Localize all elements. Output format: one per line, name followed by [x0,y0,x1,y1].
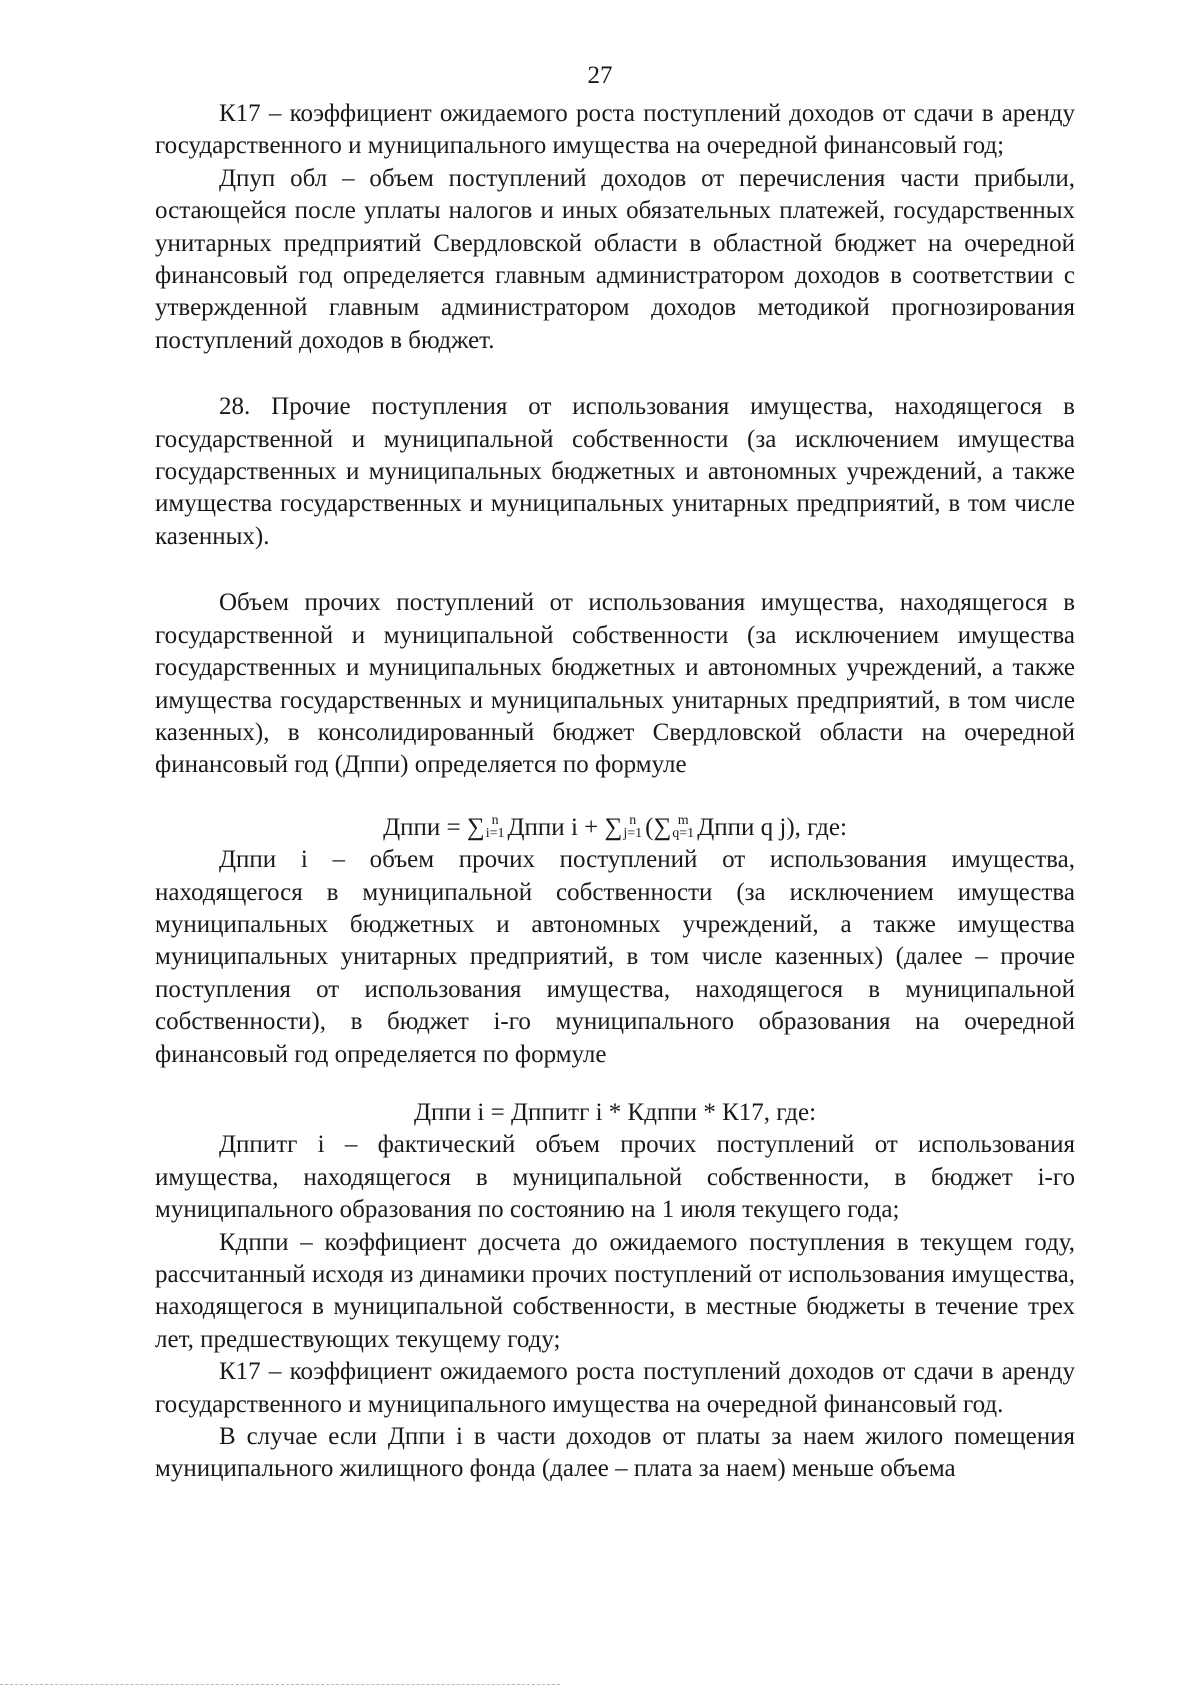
sum-limits-i [486,814,505,840]
paragraph-dppitg-definition: Дппитг i – фактический объем прочих поступлений от использования имущества, находящегося в муниципальной собственности, в бюджет i-го муниципального образования по состоянию на 1 июля текущего года; [155,1131,1075,1224]
paragraph-kdppi-definition: Кдппи – коэффициент досчета до ожидаемого поступления в текущем году, рассчитанный исходя из динамики прочих поступлений от использования имущества, находящегося в муниципальной собственности, в местные бюджеты в течение трех лет, предшествующих текущему году; [155,1228,1075,1353]
sum-limits-j [623,814,642,840]
document-body [155,98,1075,1486]
paragraph-dppi-volume: Объем прочих поступлений от использования имущества, находящегося в государственной и муниципальной собственности (за исключением имущества государственных и муниципальных бюджетных и автономных учреждений, а также имущества государственных и муниципальных унитарных предприятий, в том числе казенных), в консолидированный бюджет Свердловской области на очередной финансовый год (Дппи) определяется по формуле [155,589,1075,779]
sum-symbol-j: ∑ [604,813,623,841]
sum-lower-q: q=1 [672,825,695,841]
paragraph-dppi-i-definition: Дппи i – объем прочих поступлений от использования имущества, находящегося в муниципальной собственности (за исключением имущества муниципальных бюджетных и автономных учреждений, а также имущества муниципальных унитарных предприятий, в том числе казенных) (далее – прочие поступления от использования имущества, находящегося в муниципальной собственности), в бюджет i-го муниципального образования на очередной финансовый год определяется по формуле [155,846,1075,1068]
sum-lower-j: j=1 [623,825,643,841]
sum-symbol-i: ∑ [466,813,485,841]
formula-lhs: Дппи = [383,813,467,841]
paragraph-k17-definition: К17 – коэффициент ожидаемого роста поступлений доходов от сдачи в аренду государственного и муниципального имущества на очередной финансовый год; [155,100,1075,160]
formula-term-1: Дппи i + [507,813,605,841]
sum-limits-q [672,814,694,840]
page-number: 27 [587,62,613,89]
paragraph-k17-definition-2: К17 – коэффициент ожидаемого роста поступлений доходов от сдачи в аренду государственного и муниципального имущества на очередной финансовый год. [155,1358,1075,1418]
sum-lower-i: i=1 [485,825,505,841]
paragraph-rent-case: В случае если Дппи i в части доходов от платы за наем жилого помещения муниципального жилищного фонда (далее – плата за наем) меньше объема [155,1423,1075,1483]
paragraph-dpup-definition: Дпуп обл – объем поступлений доходов от перечисления части прибыли, остающейся после уплаты налогов и иных обязательных платежей, государственных унитарных предприятий Свердловской области в областной бюджет на очередной финансовый год определяется главным администратором доходов в соответствии с утвержденной главным администратором доходов методикой прогнозирования поступлений доходов в бюджет. [155,164,1075,354]
formula-open-paren: ( [645,813,654,841]
scan-footer-line [0,1684,560,1685]
sum-upper-j: n [629,812,637,828]
formula-dppi [155,812,1075,844]
sum-upper-q: m [677,812,689,828]
formula-term-2: Дппи q j), где: [697,813,847,841]
sum-upper-i: n [491,812,499,828]
formula-dppi-i: Дппи i = Дппитг i * Кдппи * К17, где: [413,1098,817,1126]
section-28-heading: 28. Прочие поступления от использования имущества, находящегося в государственной и муниципальной собственности (за исключением имущества государственных и муниципальных бюджетных и автономных учреждений, а также имущества государственных и муниципальных унитарных предприятий, в том числе казенных). [155,393,1075,550]
sum-symbol-q: ∑ [653,813,672,841]
